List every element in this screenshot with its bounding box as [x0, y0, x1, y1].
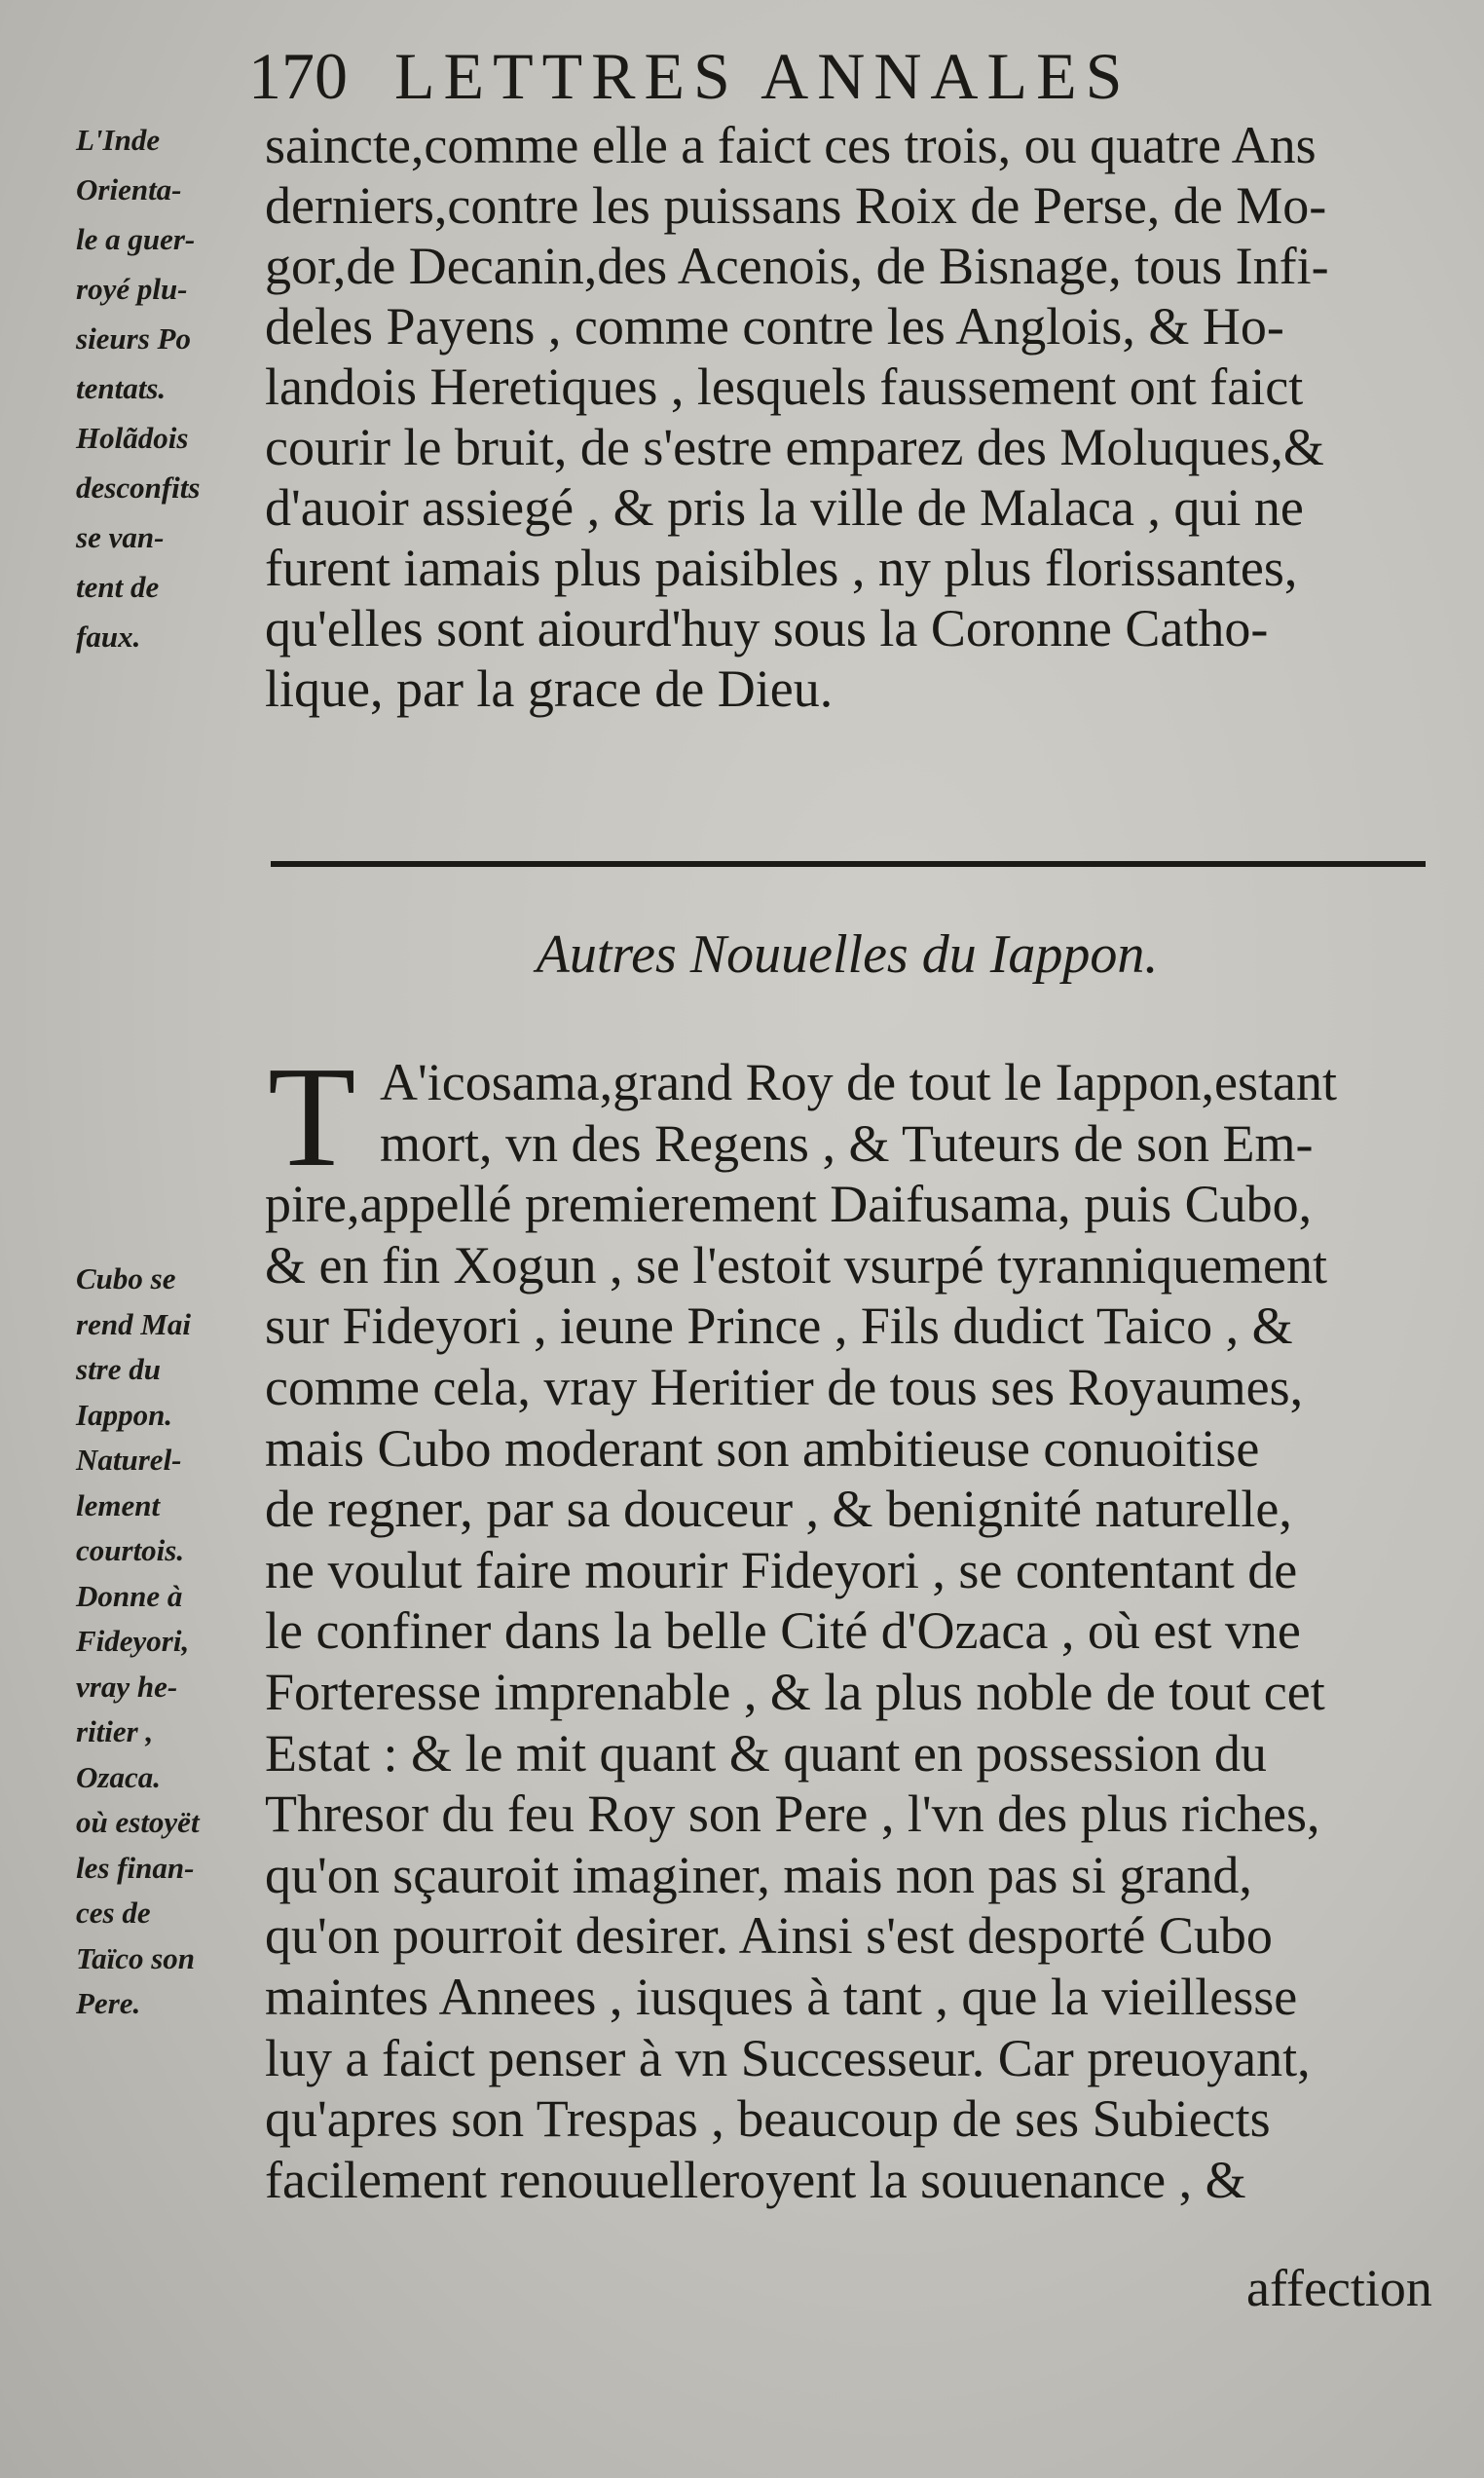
text-line: derniers,contre les puissans Roix de Perse, de Mo-: [265, 176, 1327, 235]
text-line: lique, par la grace de Dieu.: [265, 659, 834, 718]
marginal-note-line: Fideyori,: [76, 1624, 190, 1658]
text-line: Thresor du feu Roy son Pere , l'vn des plus riches,: [265, 1784, 1320, 1844]
text-line: qu'elles sont aiourd'huy sous la Coronne Catho-: [265, 599, 1269, 657]
marginal-note-line: Taïco son: [76, 1940, 196, 1975]
marginal-note-line: sieurs Po: [76, 321, 191, 356]
text-line: luy a faict penser à vn Successeur. Car preuoyant,: [265, 2028, 1311, 2087]
marginal-note-line: faux.: [76, 620, 141, 654]
text-line: qu'apres son Trespas , beaucoup de ses Subiects: [265, 2089, 1271, 2149]
text-line: deles Payens , comme contre les Anglois, & Ho-: [265, 297, 1284, 356]
text-line: mort, vn des Regens , & Tuteurs de son Em-: [380, 1113, 1314, 1173]
marginal-note-line: lement: [76, 1487, 161, 1522]
marginal-note-line: Donne à: [76, 1578, 183, 1613]
text-line: gor,de Decanin,des Acenois, de Bisnage, tous Infi-: [265, 237, 1329, 295]
marginal-note-line: royé plu-: [76, 272, 188, 306]
text-line: Estat : & le mit quant & quant en possession du: [265, 1723, 1267, 1783]
page-header: [248, 37, 1242, 115]
marginal-notes-top: [76, 115, 253, 661]
marginal-note-line: les finan-: [76, 1850, 195, 1885]
marginal-note-line: où estoyët: [76, 1805, 200, 1839]
text-line: comme cela, vray Heritier de tous ses Royaumes,: [265, 1357, 1304, 1416]
text-line: ne voulut faire mourir Fideyori , se contentant de: [265, 1540, 1298, 1599]
text-line: saincte,comme elle a faict ces trois, ou quatre Ans: [265, 116, 1317, 174]
section-divider: [271, 861, 1426, 867]
text-line: d'auoir assiegé , & pris la ville de Malaca , qui ne: [265, 478, 1304, 537]
marginal-note-line: stre du: [76, 1352, 161, 1386]
text-line: maintes Annees , iusques à tant , que la vieillesse: [265, 1967, 1298, 2026]
marginal-note-line: Pere.: [76, 1986, 141, 2020]
marginal-note-line: ritier ,: [76, 1714, 154, 1748]
text-line: landois Heretiques , lesquels faussement ont faict: [265, 357, 1304, 416]
drop-cap: T: [268, 1037, 356, 1197]
text-line: A'icosama,grand Roy de tout le Iappon,estant: [380, 1053, 1337, 1111]
text-line: sur Fideyori , ieune Prince , Fils dudict Taico , &: [265, 1296, 1293, 1356]
text-line: Forteresse imprenable , & la plus noble de tout cet: [265, 1662, 1325, 1721]
marginal-note-line: vray he-: [76, 1669, 178, 1704]
section-heading: Autres Nouuelles du Iappon.: [536, 924, 1159, 985]
text-line: qu'on sçauroit imaginer, mais non pas si grand,: [265, 1845, 1252, 1904]
marginal-note-line: Naturel-: [76, 1443, 182, 1477]
running-head: LETTRES ANNALES: [394, 39, 1132, 113]
marginal-note-line: Iappon.: [76, 1397, 173, 1432]
marginal-note-line: Orienta-: [76, 172, 182, 206]
text-line: le confiner dans la belle Cité d'Ozaca , où est vne: [265, 1601, 1301, 1661]
chapter-paragraph: [265, 1037, 1429, 2210]
text-line: furent iamais plus paisibles , ny plus florissantes,: [265, 539, 1298, 597]
marginal-note-line: Cubo se: [76, 1261, 176, 1295]
text-line: de regner, par sa douceur , & benignité naturelle,: [265, 1480, 1292, 1539]
text-line: mais Cubo moderant son ambitieuse conuoitise: [265, 1418, 1260, 1478]
body-paragraph: [265, 115, 1429, 719]
marginal-note-line: tentats.: [76, 371, 167, 405]
marginal-note-line: L'Inde: [76, 123, 161, 157]
marginal-note-line: tent de: [76, 570, 160, 604]
marginal-note-line: se van-: [76, 520, 165, 554]
marginal-note-line: le a guer-: [76, 222, 196, 256]
marginal-note-line: Holãdois: [76, 421, 189, 455]
catchword: affection: [1246, 2259, 1432, 2317]
text-line: pire,appellé premierement Daifusama, puis Cubo,: [265, 1175, 1313, 1234]
marginal-note-line: desconfits: [76, 470, 201, 505]
marginal-note-line: Ozaca.: [76, 1759, 161, 1794]
marginal-note-line: rend Mai: [76, 1306, 191, 1341]
marginal-note-line: ces de: [76, 1896, 151, 1930]
text-line: & en fin Xogun , se l'estoit vsurpé tyranniquement: [265, 1235, 1328, 1295]
text-line: qu'on pourroit desirer. Ainsi s'est desporté Cubo: [265, 1906, 1273, 1966]
text-line: courir le bruit, de s'estre emparez des Moluques,&: [265, 418, 1324, 476]
page-number: 170: [248, 39, 348, 113]
marginal-notes-bottom: [76, 1257, 253, 2027]
marginal-note-line: courtois.: [76, 1533, 185, 1567]
text-line: facilement renouuelleroyent la souuenance , &: [265, 2150, 1246, 2209]
